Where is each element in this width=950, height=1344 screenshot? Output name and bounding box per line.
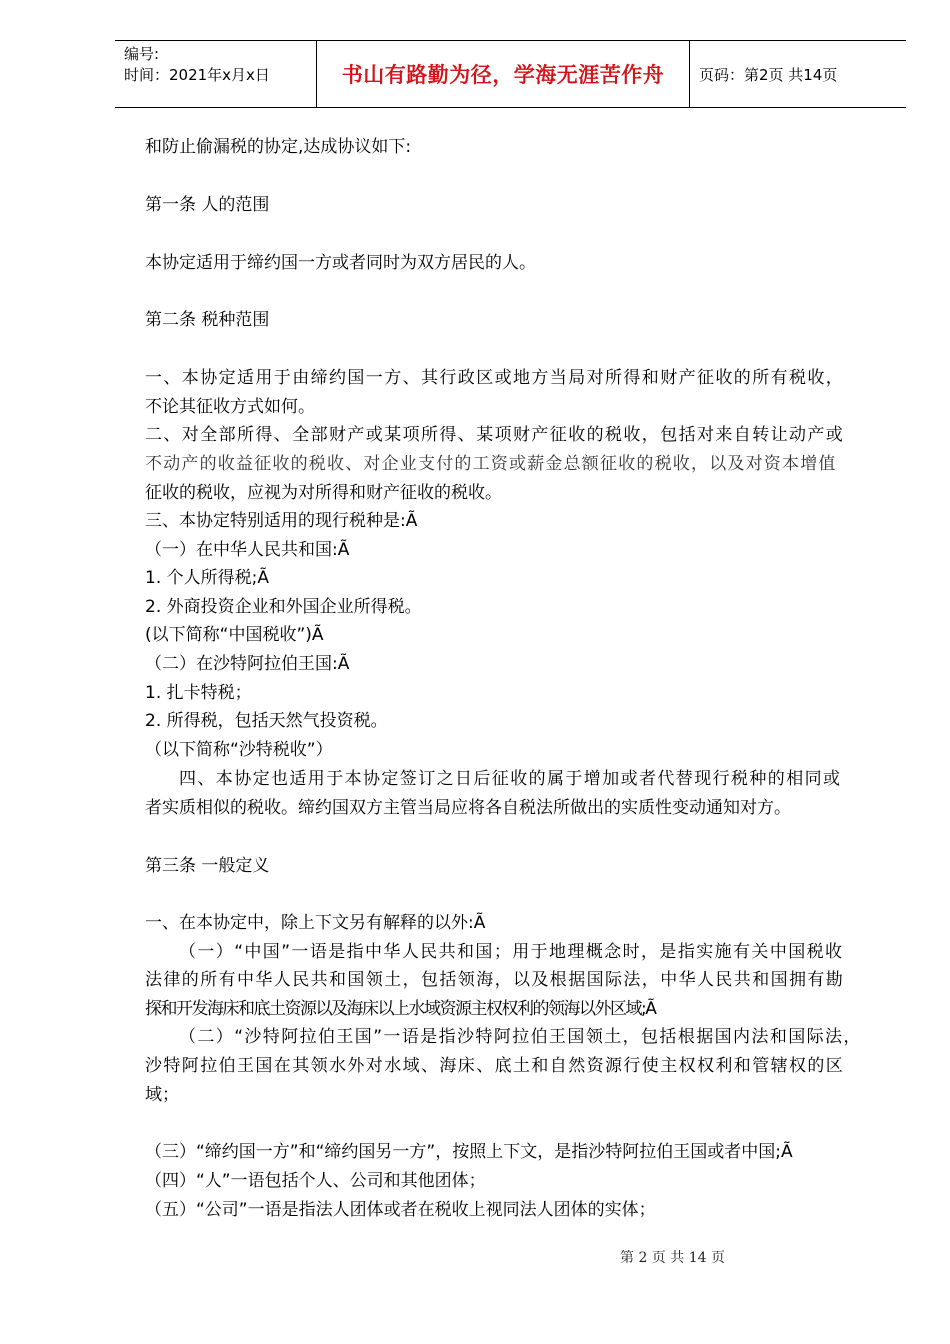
text-line: （一）“中国”一语是指中华人民共和国；用于地理概念时，是指实施有关中国税收 bbox=[179, 942, 844, 962]
page-footer: 第 2 页 共 14 页 bbox=[620, 1250, 725, 1266]
document-time-label: 时间：2021年x月x日 bbox=[124, 66, 270, 84]
text-line: 一、在本协定中，除上下文另有解释的以外:Ã bbox=[145, 913, 486, 933]
text-line: （二）“沙特阿拉伯王国”一语是指沙特阿拉伯王国领土，包括根据国内法和国际法， bbox=[179, 1027, 862, 1047]
text-line: （一）在中华人民共和国:Ã bbox=[145, 540, 350, 560]
document-number-label: 编号: bbox=[124, 45, 160, 63]
text-line: （三）“缔约国一方”和“缔约国另一方”，按照上下文，是指沙特阿拉伯王国或者中国;Ã bbox=[145, 1142, 793, 1162]
text-line: 本协定适用于缔约国一方或者同时为双方居民的人。 bbox=[145, 253, 536, 273]
text-line: 者实质相似的税收。缔约国双方主管当局应将各自税法所做出的实质性变动通知对方。 bbox=[145, 798, 791, 818]
text-line: （五）“公司”一语是指法人团体或者在税收上视同法人团体的实体； bbox=[145, 1200, 656, 1220]
text-line: 法律的所有中华人民共和国领土，包括领海，以及根据国际法，中华人民共和国拥有勘 bbox=[145, 970, 845, 990]
text-line: 探和开发海床和底土资源以及海床以上水域资源主权权利的领海以外区域;Ã bbox=[145, 999, 656, 1019]
text-line: （以下简称“沙特税收”） bbox=[145, 740, 333, 760]
header-page-number: 页码：第2页 共14页 bbox=[699, 65, 838, 84]
text-line: 二、对全部所得、全部财产或某项所得、某项财产征收的税收，包括对来自转让动产或 bbox=[145, 425, 845, 445]
text-line: 四、本协定也适用于本协定签订之日后征收的属于增加或者代替现行税种的相同或 bbox=[179, 769, 842, 789]
article-heading: 第三条 一般定义 bbox=[145, 856, 270, 876]
text-line: 三、本协定特别适用的现行税种是:Ã bbox=[145, 511, 418, 531]
text-line: （四）“人”一语包括个人、公司和其他团体； bbox=[145, 1171, 486, 1191]
text-line: 不论其征收方式如何。 bbox=[145, 397, 315, 417]
text-line: 1. 扎卡特税； bbox=[145, 683, 252, 703]
text-line: 沙特阿拉伯王国在其领水外对水域、海床、底土和自然资源行使主权权利和管辖权的区 bbox=[145, 1056, 845, 1076]
article-heading: 第一条 人的范围 bbox=[145, 195, 270, 215]
text-line: 征收的税收，应视为对所得和财产征收的税收。 bbox=[145, 483, 502, 503]
text-line: 一、本协定适用于由缔约国一方、其行政区或地方当局对所得和财产征收的所有税收， bbox=[145, 368, 845, 388]
text-line: 1. 个人所得税;Ã bbox=[145, 568, 269, 588]
text-line: 2. 所得税，包括天然气投资税。 bbox=[145, 711, 388, 731]
header-meta bbox=[115, 41, 316, 107]
header-motto: 书山有路勤为径，学海无涯苦作舟 bbox=[316, 41, 690, 107]
text-line: (以下简称“中国税收”)Ã bbox=[145, 625, 324, 645]
text-line: 2. 外商投资企业和外国企业所得税。 bbox=[145, 597, 422, 617]
text-line: （二）在沙特阿拉伯王国:Ã bbox=[145, 654, 350, 674]
page-header bbox=[115, 40, 906, 108]
text-line: 不动产的收益征收的税收、对企业支付的工资或薪金总额征收的税收，以及对资本增值 bbox=[145, 454, 837, 474]
text-line: 和防止偷漏税的协定,达成协议如下: bbox=[145, 137, 412, 157]
article-heading: 第二条 税种范围 bbox=[145, 310, 270, 330]
text-line: 域； bbox=[145, 1085, 179, 1105]
